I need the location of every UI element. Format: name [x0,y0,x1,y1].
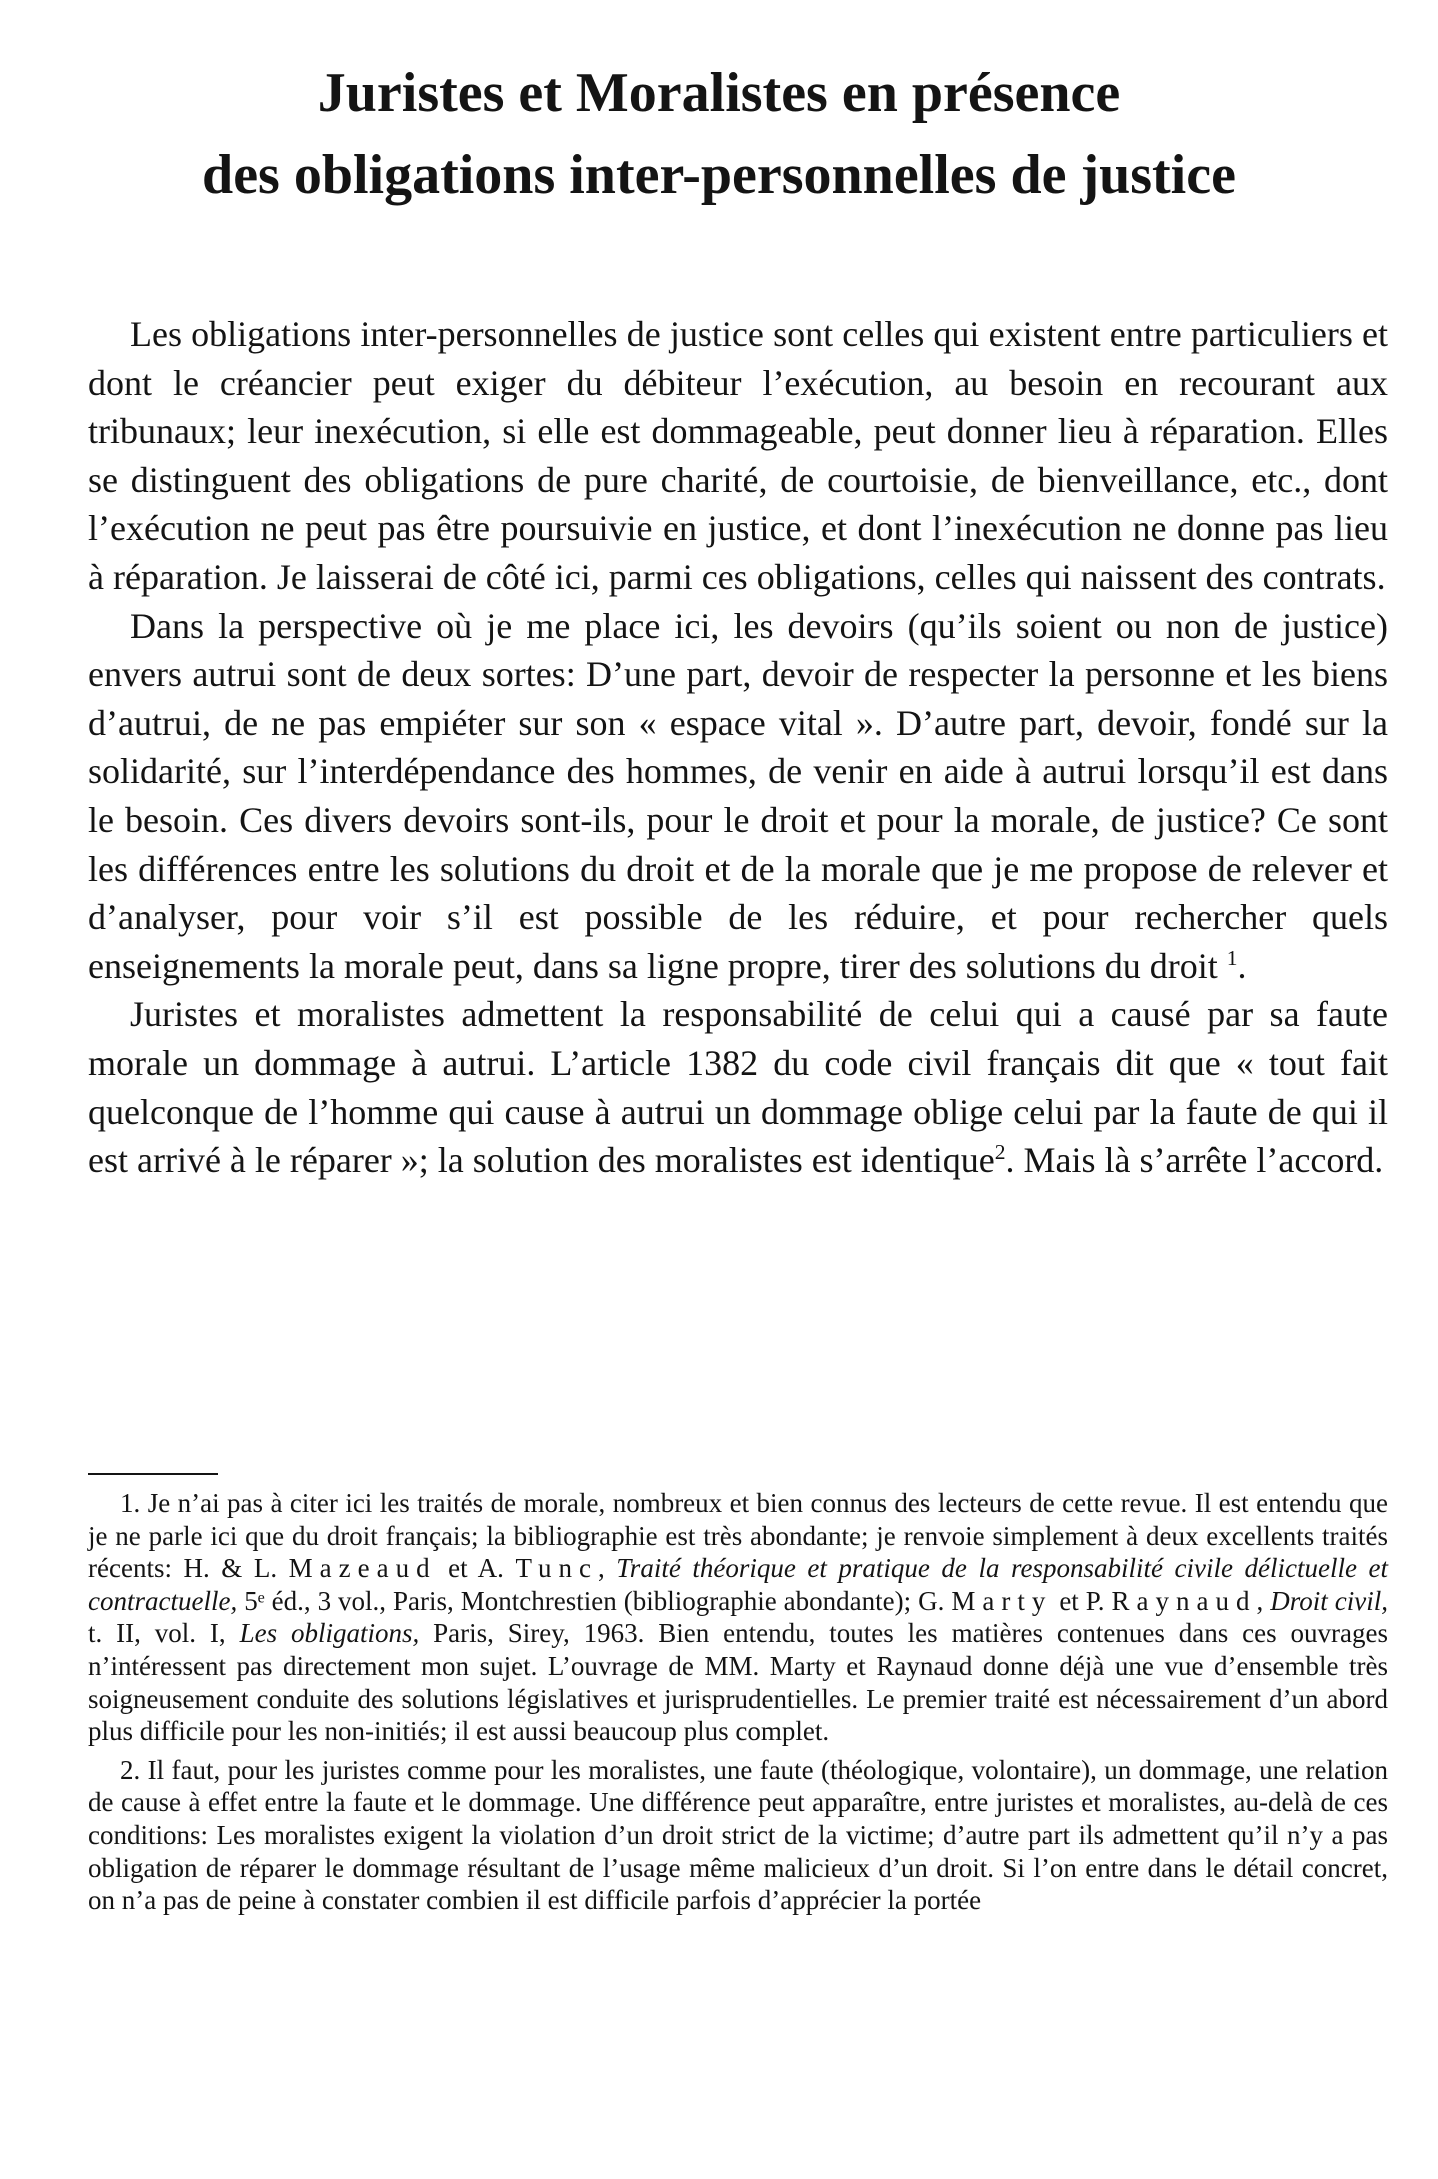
footnote-1-text-d: 5ᵉ éd., 3 vol., Paris, Montchrestien (bibliographie abondante); G. [237,1585,952,1616]
footnote-1-text-c: , [597,1553,617,1584]
footnote-1-text-f: , [1256,1585,1271,1616]
paragraph-2-end: . [1237,945,1247,986]
footnote-2: 2. Il faut, pour les juristes comme pour les moralistes, une faute (théologique, volontaire), un dommage, une relation de cause à effet entre la faute et le dommage. Une différence peut apparaître, entre juristes et moralistes, au-delà de ces conditions: Les moralistes exigent la violation d’un droit strict de la victime; d’autre part ils admettent qu’il n’y a pas obligation de réparer le dommage résultant de l’usage même malicieux d’un droit. Si l’on entre dans le détail concret, on n’a pas de peine à constater combien il est difficile parfois d’apprécier la portée [88,1754,1388,1916]
footnote-1-author-1: Mazeaud [288,1553,437,1584]
footnote-1-title-1: Traité théorique et pratique de la responsabilité civile délictuelle et contractuelle, [88,1553,1389,1616]
footnote-1-author-3: Marty [951,1585,1053,1616]
footnote-1-text-h: Paris, Sirey, 1963. Bien entendu, toutes les matières contenues dans ces ouvrages n’intéressent pas directement mon sujet. L’ouvrage de MM. Marty et Raynaud donne déjà une vue d’ensemble très soigneusement conduite des solutions législatives et jurisprudentielles. Le premier traité est nécessairement d’un abord plus difficile pour les non-initiés; il est aussi beaucoup plus complet. [88,1618,1388,1747]
title-line-1: Juristes et Moralistes en présence [317,62,1121,124]
footnote-1-title-3: Les obligations, [239,1618,420,1649]
paragraph-2 [88,602,1388,991]
footnote-separator [88,1473,218,1475]
footnote-1-text-b: et A. [436,1553,516,1584]
paragraph-2-text: Dans la perspective où je me place ici, les devoirs (qu’ils soient ou non de justice) envers autrui sont de deux sortes: D’une part, devoir de respecter la personne et les biens d’autrui, de ne pas empiéter sur son « espace vital ». D’autre part, devoir, fondé sur la solidarité, sur l’interdépendance des hommes, de venir en aide à autrui lorsqu’il est dans le besoin. Ces divers devoirs sont-ils, pour le droit et pour la morale, de justice? Ce sont les différences entre les solutions du droit et de la morale que je me propose de relever et d’analyser, pour voir s’il est possible de les réduire, et pour rechercher quels enseignements la morale peut, dans sa ligne propre, tirer des solutions du droit [88,605,1388,986]
footnote-1-text-a: 1. Je n’ai pas à citer ici les traités de morale, nombreux et bien connus des lecteurs de cette revue. Il est entendu que je ne parle ici que du droit français; la bibliographie est très abondante; je renvoie simplement à deux excellents traités récents: H. & L. [88,1488,1388,1584]
footnote-1-text-g: t. II, vol. I, [88,1618,240,1649]
footnote-ref-2: 2 [994,1140,1006,1165]
paragraph-3-text: Juristes et moralistes admettent la responsabilité de celui qui a causé par sa faute morale un dommage à autrui. L’article 1382 du code civil français dit que « tout fait quelconque de l’homme qui cause à autrui un dommage oblige celui par la faute de qui il est arrivé à le réparer »; la solution des moralistes est identique [88,994,1388,1181]
paragraph-1: Les obligations inter-personnelles de justice sont celles qui existent entre particuliers et dont le créancier peut exiger du débiteur l’exécution, au besoin en recourant aux tribunaux; leur inexécution, si elle est dommageable, peut donner lieu à réparation. Elles se distinguent des obligations de pure charité, de courtoisie, de bienveillance, etc., dont l’exécution ne peut pas être poursuivie en justice, et dont l’inexécution ne donne pas lieu à réparation. Je laisserai de côté ici, parmi ces obligations, celles qui naissent des contrats. [88,314,1388,597]
footnote-ref-1: 1 [1226,945,1238,970]
title-line-2: des obligations inter-personnelles de justice [202,144,1236,206]
footnote-1-title-2: Droit civil, [1270,1585,1388,1616]
footnotes [88,1487,1388,1923]
footnote-1-author-2: Tunc [515,1553,598,1584]
footnote-1-text-e: et P. [1052,1585,1112,1616]
footnote-1-author-4: Raynaud [1111,1585,1257,1616]
article-title [0,52,1438,216]
footnote-1 [88,1487,1388,1748]
paragraph-3-end: . Mais là s’arrête l’accord. [1005,1140,1384,1181]
body-text [88,310,1388,1185]
paragraph-3 [88,990,1388,1184]
